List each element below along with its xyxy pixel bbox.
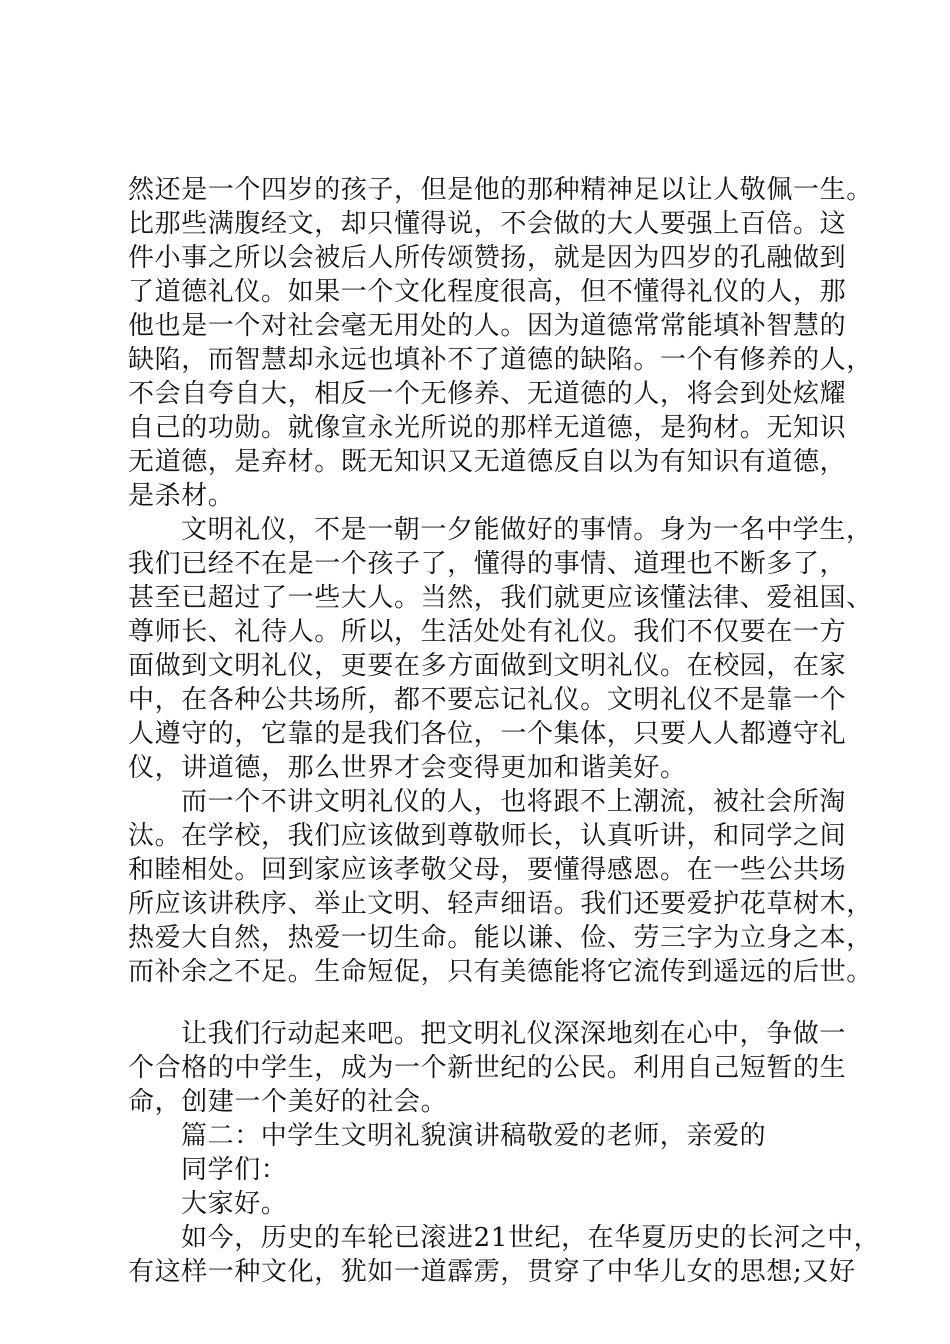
text-line: 人遵守的，它靠的是我们各位，一个集体，只要人人都遵守礼 — [128, 719, 847, 749]
text-line: 有这样一种文化，犹如一道霹雳，贯穿了中华儿女的思想;又好 — [128, 1257, 856, 1287]
text-line: 让我们行动起来吧。把文明礼仪深深地刻在心中，争做一 — [181, 1019, 847, 1049]
text-line: 中，在各种公共场所，都不要忘记礼仪。文明礼仪不是靠一个 — [128, 685, 847, 715]
text-line: 个合格的中学生，成为一个新世纪的公民。利用自己短暂的生 — [128, 1053, 847, 1083]
text-line: 比那些满腹经文，却只懂得说，不会做的大人要强上百倍。这 — [128, 209, 847, 239]
text-line: 大家好。 — [181, 1189, 288, 1219]
text-line: 缺陷，而智慧却永远也填补不了道德的缺陷。一个有修养的人， — [128, 345, 873, 375]
text-line: 了道德礼仪。如果一个文化程度很高，但不懂得礼仪的人，那 — [128, 277, 847, 307]
text-line: 而补余之不足。生命短促，只有美德能将它流传到遥远的后世。 — [128, 957, 873, 987]
text-line: 我们已经不在是一个孩子了，懂得的事情、道理也不断多了， — [128, 549, 847, 579]
text-line: 命，创建一个美好的社会。 — [128, 1087, 448, 1117]
text-line: 甚至已超过了一些大人。当然，我们就更应该懂法律、爱祖国、 — [128, 583, 873, 613]
text-line: 是杀材。 — [128, 481, 235, 511]
text-line: 然还是一个四岁的孩子，但是他的那种精神足以让人敬佩一生。 — [128, 175, 873, 205]
text-line: 仪，讲道德，那么世界才会变得更加和谐美好。 — [128, 753, 687, 783]
text-line: 所应该讲秩序、举止文明、轻声细语。我们还要爱护花草树木， — [128, 889, 873, 919]
text-line: 篇二：中学生文明礼貌演讲稿敬爱的老师，亲爱的 — [181, 1121, 767, 1151]
text-line: 自己的功勋。就像宣永光所说的那样无道德，是狗材。无知识 — [128, 413, 847, 443]
text-line: 汰。在学校，我们应该做到尊敬师长，认真听讲，和同学之间 — [128, 821, 847, 851]
text-line: 如今，历史的车轮已滚进21世纪，在华夏历史的长河之中， — [181, 1223, 881, 1253]
text-line: 件小事之所以会被后人所传颂赞扬，就是因为四岁的孔融做到 — [128, 243, 847, 273]
text-line: 和睦相处。回到家应该孝敬父母，要懂得感恩。在一些公共场 — [128, 855, 847, 885]
text-line: 他也是一个对社会毫无用处的人。因为道德常常能填补智慧的 — [128, 311, 847, 341]
text-line: 面做到文明礼仪，更要在多方面做到文明礼仪。在校园，在家 — [128, 651, 847, 681]
text-line: 热爱大自然，热爱一切生命。能以谦、俭、劳三字为立身之本， — [128, 923, 873, 953]
text-line: 而一个不讲文明礼仪的人，也将跟不上潮流，被社会所淘 — [181, 787, 847, 817]
text-line: 尊师长、礼待人。所以，生活处处有礼仪。我们不仅要在一方 — [128, 617, 847, 647]
text-line: 不会自夸自大，相反一个无修养、无道德的人，将会到处炫耀 — [128, 379, 847, 409]
text-line: 同学们： — [181, 1155, 288, 1185]
text-line: 无道德，是弃材。既无知识又无道德反自以为有知识有道德， — [128, 447, 847, 477]
text-line: 文明礼仪，不是一朝一夕能做好的事情。身为一名中学生， — [181, 515, 873, 545]
